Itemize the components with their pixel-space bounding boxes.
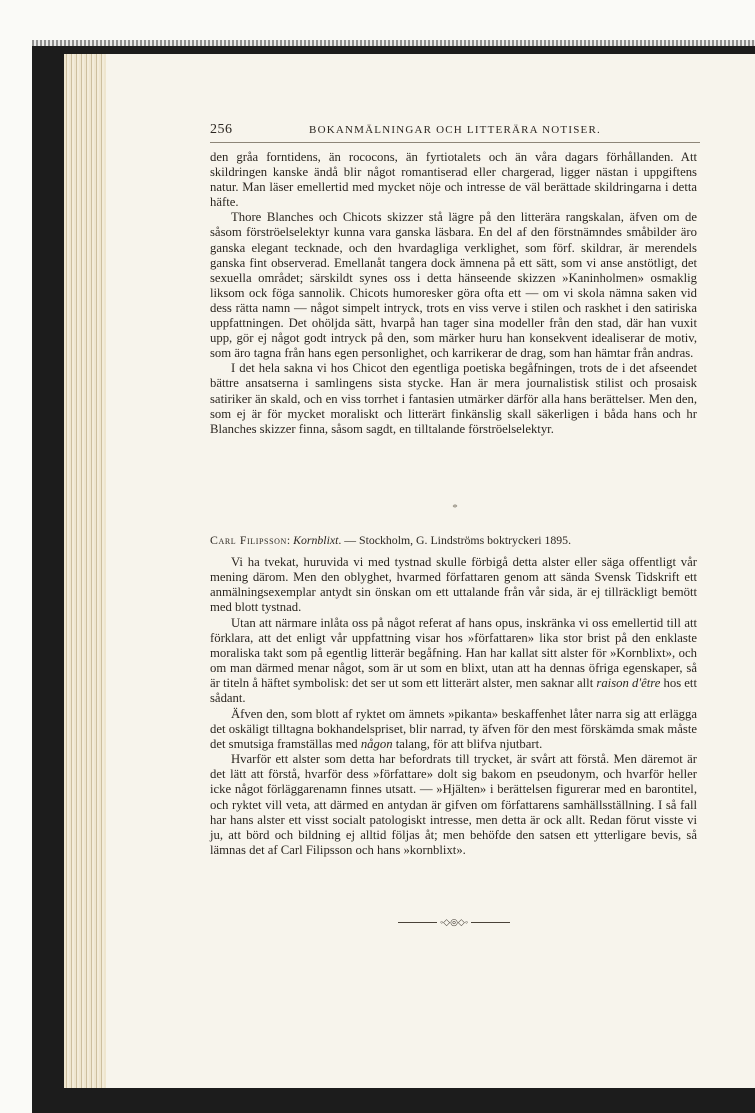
- running-head-title: BOKANMÄLNINGAR OCH LITTERÄRA NOTISER.: [309, 124, 601, 136]
- ornament-rule-left: [398, 922, 437, 923]
- paragraph: [210, 616, 697, 707]
- paragraph: den gråa forntidens, än rococons, än fyrtiotalets och än våra dagars förhållanden. Att skildringen kanske ändå blir något romantiserad eller chargerad, ligger nästan i uppgiftens natur. Man läser emellertid med mycket nöje och intresse de väl berättade skildringarna i detta häfte.: [210, 150, 697, 210]
- review-colon: :: [286, 533, 294, 547]
- second-review-text: [210, 555, 697, 858]
- paragraph-text: hos ett sådant.: [210, 676, 697, 706]
- review-publication: . — Stockholm, G. Lindströms boktryckeri 1895.: [338, 533, 572, 547]
- section-separator: *: [452, 502, 458, 514]
- review-heading: [210, 533, 700, 548]
- paragraph: Thore Blanches och Chicots skizzer stå lägre på den litterära rangskalan, äfven om de såsom förströelselektyr kunna vara ganska läsbara. En del af den förstnämndes småbilder äro ganska elegant tecknade, och den hvardagliga verklighet, som förf. skildrar, är merendels ganska fint observerad. Emellanåt tangera dock ämnena på ett sätt, som vi anse anstötligt, det sexuella området; särskildt synes oss i detta hänseende skizzen »Kaninholmen» osmaklig liksom ock föga sannolik. Chicots humoresker göra ofta ett — om vi skola nämna saken vid dess rätta namn — något simpelt intryck, trots en viss verve i stilen och raskhet i den satiriska uppfattningen. Det ohöljda sätt, hvarpå han tager sina modeller från den stad, där han vuxit upp, gör ej något godt intryck på den, som märker huru han konsekvent idealiserar de motiv, som äro tagna från hans egen personlighet, och karrikerar de drag, som han hämtar från andras.: [210, 210, 697, 361]
- paragraph: [210, 555, 697, 616]
- ornament-glyph: ◦◇◎◇◦: [439, 917, 469, 927]
- paragraph-text: Vi ha tvekat, huruvida vi med tystnad skulle förbigå detta alster eller säga offentligt vår mening därom. Men den oblyghet, hvarmed författaren genom att sända Svensk Tidskrift ett anmälningsexemplar antydt sin önskan om ett uttalande från vår sida, är ej tillräckligt bemött med blott tystnad.: [210, 555, 697, 615]
- ornament-rule-right: [471, 922, 510, 923]
- emphasis: någon: [360, 736, 393, 751]
- closing-ornament: [398, 917, 510, 927]
- paragraph-text: Äfven den, som blott af ryktet om ämnets »pikanta» beskaffenhet låter narra sig att erlägga det oskäligt tilltagna bokhandelspriset, blir narrad, ty äfven för den mest förskämda smak måste det smutsiga framställas med: [210, 706, 697, 751]
- paragraph-text: Hvarför ett alster som detta har befordrats till trycket, är svårt att förstå. Men däremot är det lätt att förstå, hvarför dess »författare» dolt sig bakom en pseudonym, och hvarför heller icke något förläggarenamn finnes utsatt. — »Hjälten» i berättelsen figurerar med en barontitel, och ryktet vill veta, att därmed en antydan är gifven om författarens samhällsställning. I så fall har hans alster ett visst socialt patologiskt intresse, men detta är ock allt. Redan förut visste vi ju, att börd och bildning ej alltid följas åt; men behöfde den satsen ett ytterligare bevis, så lämnas det af Carl Filipsson och hans »kornblixt».: [210, 752, 697, 857]
- running-head: [210, 122, 700, 143]
- review-book-title: Kornblixt: [293, 533, 339, 547]
- paragraph: I det hela sakna vi hos Chicot den egentliga poetiska begåfningen, trots de i det afseendet bättre ansatserna i samlingens sista stycke. Han är mera journalistisk stilist och prosaisk satiriker än skald, och en viss torrhet i fantasien utmärker därför alla hans berättelser. Men den, som ej är för mycket moraliskt och litterärt finkänslig skall säkerligen i båda hans och hr Blanches skizzer finna, såsom sagdt, en tilltalande förströelselektyr.: [210, 361, 697, 436]
- review-author: Carl Filipsson: [210, 533, 287, 547]
- paragraph: [210, 752, 697, 858]
- page-stack-edges: [64, 54, 110, 1088]
- paragraph-text: Utan att närmare inlåta oss på något referat af hans opus, inskränka vi oss emellertid till att förklara, att det enligt vår uppfattning visar hos »författaren» lika stor brist på den enklaste moraliska takt som på egentlig litterär begåfning. Han har kallat sitt alster för »Kornblixt», och om man därmed menar något, som är ut som en blixt, utan att ha dennas öfriga egenskaper, så är titeln å häftet symbolisk: det ser ut som ett litterärt alster, men saknar allt: [210, 615, 697, 691]
- first-review-text: [210, 150, 697, 437]
- emphasis: raison d'être: [596, 676, 661, 691]
- paragraph: [210, 707, 697, 752]
- paragraph-text: talang, för att blifva njutbart.: [392, 736, 543, 751]
- page-number: 256: [210, 122, 233, 137]
